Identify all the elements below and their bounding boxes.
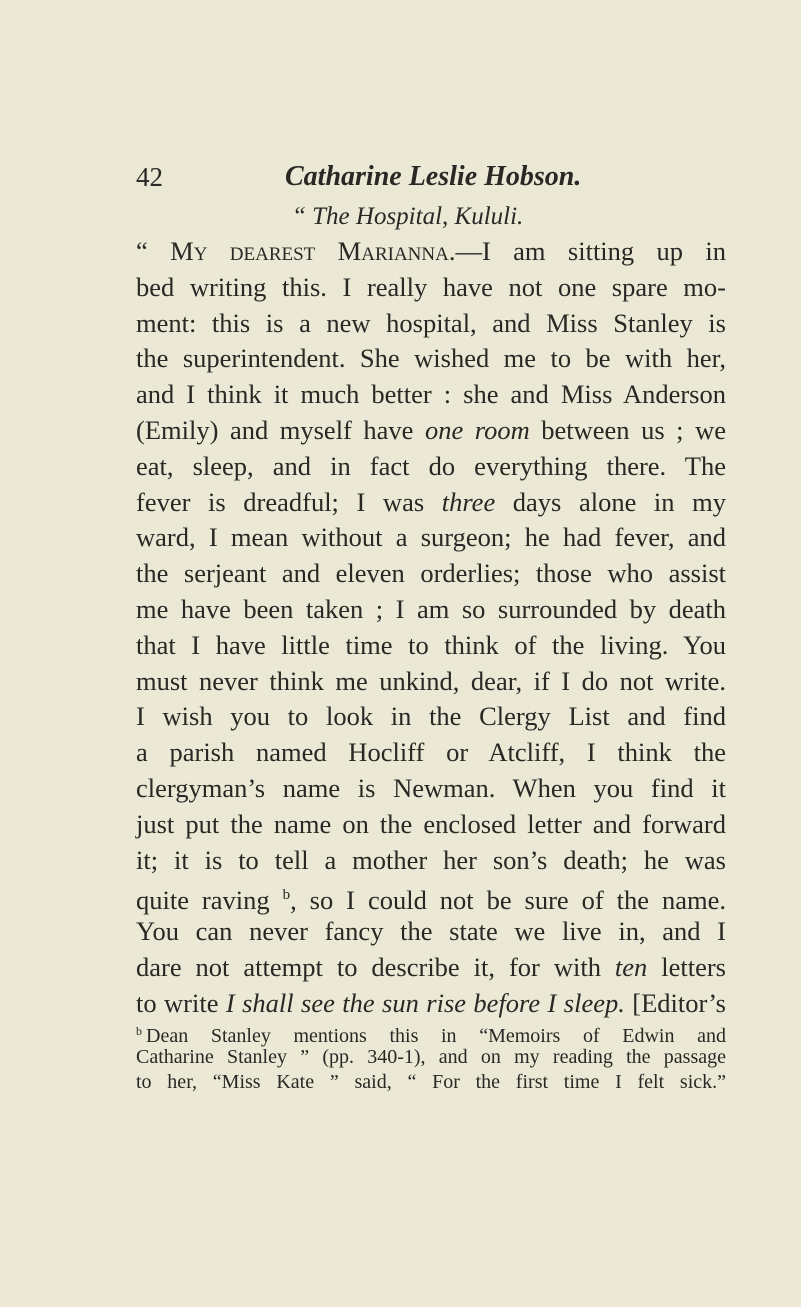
footnote — [136, 1019, 726, 1096]
text-line: the superintendent. She wished me to be with her, — [136, 343, 726, 374]
footnote-marker: b — [136, 1024, 142, 1038]
text-line: and I think it much better : she and Miss Anderson — [136, 379, 726, 410]
text-line: bed writing this. I really have not one spare mo- — [136, 271, 726, 302]
text-line: must never think me unkind, dear, if I do not write. — [136, 665, 726, 696]
letter-dateline: “ The Hospital, Kululi. — [292, 203, 524, 230]
footnote-line — [136, 1019, 726, 1045]
text-line: a parish named Hocliff or Atcliff, I think the — [136, 737, 726, 768]
running-title: Catharine Leslie Hobson. — [285, 161, 582, 192]
text-line: ment: this is a new hospital, and Miss Stanley is — [136, 307, 726, 338]
text-line: (Emily) and myself have one room between us ; we — [136, 414, 726, 445]
text-line: to write I shall see the sun rise before I sleep. [Editor’s — [136, 987, 726, 1018]
letter-lines — [136, 234, 726, 1022]
text-line: just put the name on the enclosed letter and forward — [136, 808, 726, 839]
footnote-line: Catharine Stanley ” (pp. 340-1), and on my reading the passage — [136, 1045, 726, 1068]
text-line: “ My dearest Marianna.—I am sitting up in — [136, 236, 727, 266]
text-line: fever is dreadful; I was three days alone in my — [136, 486, 726, 517]
footnote-line: to her, “Miss Kate ” said, “ For the first time I felt sick.” — [136, 1071, 726, 1093]
text-line: ward, I mean without a surgeon; he had fever, and — [136, 522, 726, 553]
running-head — [136, 160, 726, 194]
text-line: You can never fancy the state we live in, and I — [136, 916, 726, 947]
text-line: dare not attempt to describe it, for with ten letters — [136, 951, 726, 982]
text-line: I wish you to look in the Clergy List and find — [136, 701, 726, 732]
page-number: 42 — [136, 162, 163, 192]
letter-body — [136, 200, 726, 1022]
text-line: that I have little time to think of the living. You — [136, 629, 726, 660]
footnote-text: Dean Stanley mentions this in “Memoirs of Edwin and — [146, 1025, 726, 1047]
text-line: eat, sleep, and in fact do everything there. The — [136, 450, 726, 481]
text-line: the serjeant and eleven orderlies; those who assist — [136, 558, 726, 589]
text-line: me have been taken ; I am so surrounded by death — [136, 593, 726, 624]
text-line: it; it is to tell a mother her son’s death; he was — [136, 844, 726, 875]
footnote-lines — [136, 1019, 726, 1096]
text-line: quite raving $^b$, so I could not be sure of the name. — [136, 885, 727, 916]
text-line: clergyman’s name is Newman. When you find it — [136, 772, 726, 803]
